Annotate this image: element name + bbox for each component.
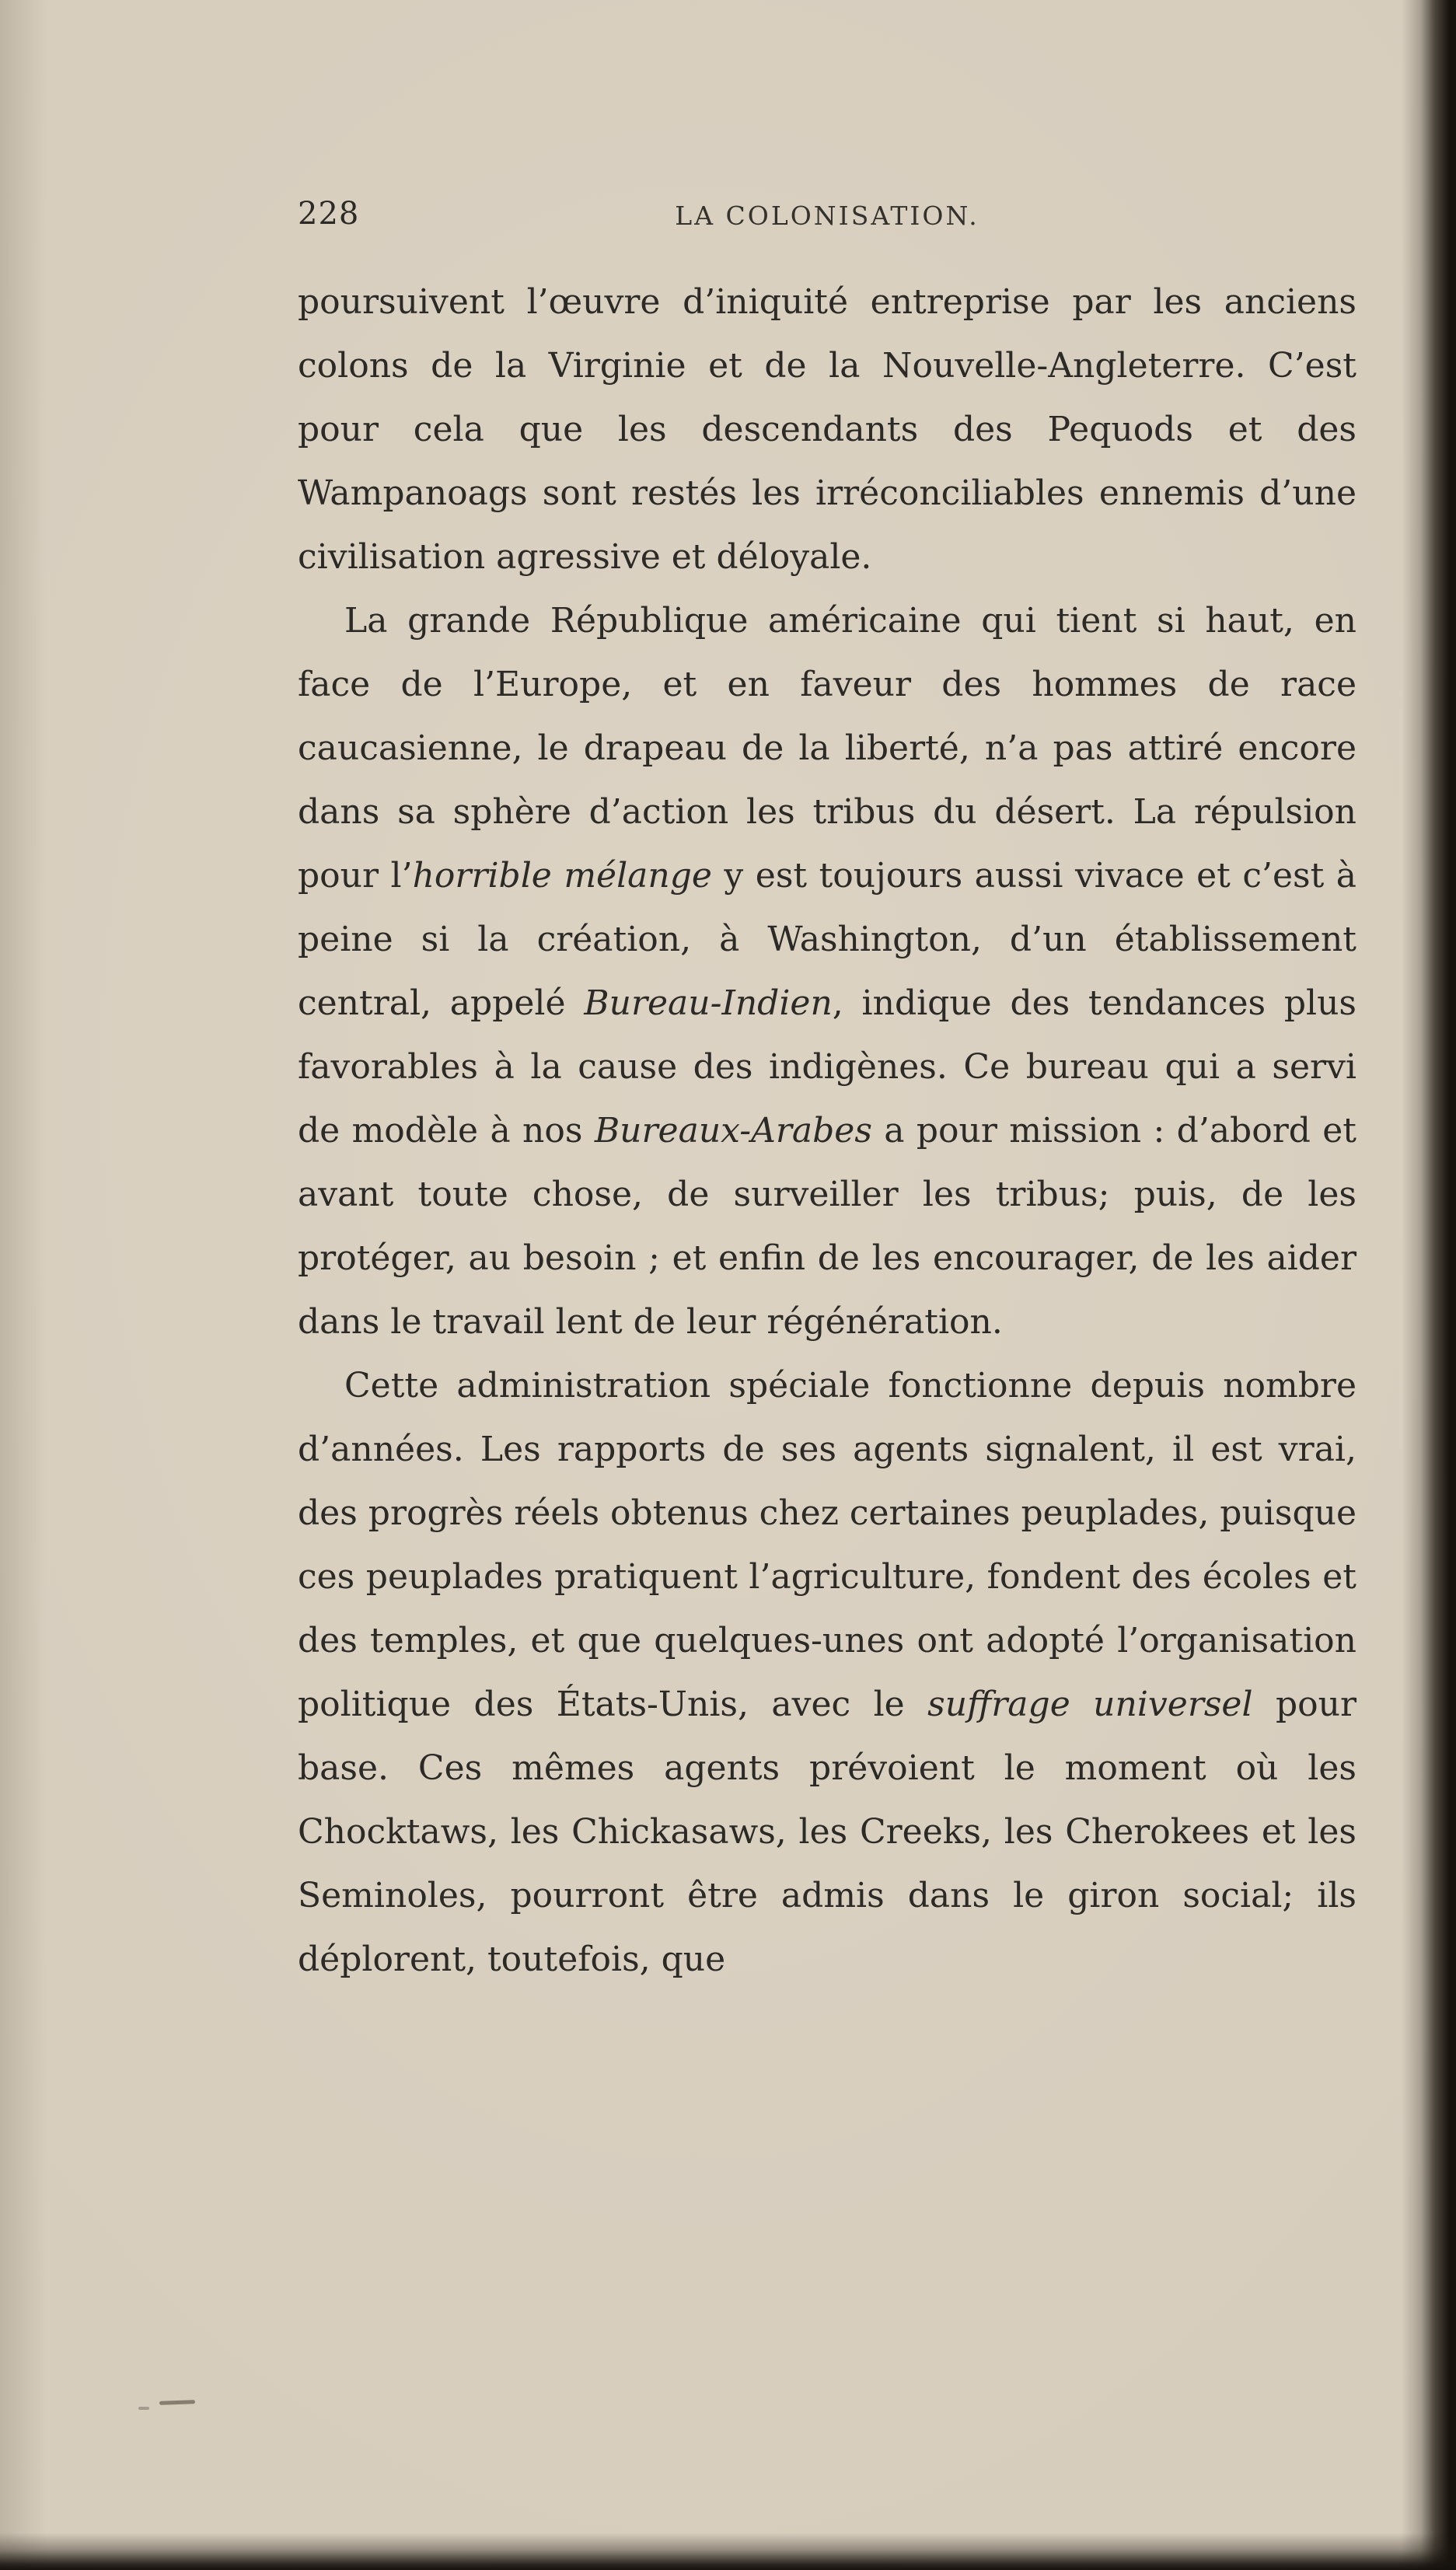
- italic-text-run: Bureaux-Arabes: [594, 1111, 872, 1151]
- pencil-mark-small: [138, 2407, 149, 2410]
- page-edge-left-shadow: [0, 0, 47, 2570]
- italic-text-run: suffrage universel: [927, 1685, 1253, 1724]
- page-edge-bottom-shadow: [0, 2533, 1456, 2570]
- pencil-mark: [159, 2400, 195, 2405]
- text-run: Cette administration spéciale fonctionne depuis nombre d’années. Les rapports de ses agents signalent, il est vrai, des progrès réels obtenus chez certaines peuplades, puisque ces peuplades pratiquent l’agriculture, fondent des écoles et des temples, et que quelques-unes ont adopté l’organisation politique des États-Unis, avec le: [298, 1366, 1356, 1724]
- running-header: [298, 196, 1356, 243]
- running-title: LA COLONISATION.: [675, 201, 979, 231]
- text-run: pour base. Ces mêmes agents prévoient le moment où les Chocktaws, les Chickasaws, les Creeks, les Cherokees et les Seminoles, pourront être admis dans le giron social; ils déplorent, toutefois, que: [298, 1685, 1357, 1979]
- italic-text-run: Bureau-Indien: [584, 983, 833, 1023]
- text-run: poursuivent l’œuvre d’iniquité entreprise par les anciens colons de la Virginie et de la Nouvelle-Angleterre. C’est pour cela que les descendants des Pequods et des Wampanoags sont restés les irréconciliables ennemis d’une civilisation agressive et déloyale.: [298, 282, 1356, 577]
- paragraph: [298, 1354, 1356, 1992]
- paragraph: [298, 271, 1356, 589]
- text-run: , indique des tendances plus favorables à la cause des indigènes. Ce bureau qui a servi de modèle à nos: [298, 983, 1356, 1151]
- text-run: y est toujours aussi vivace et c’est à peine si la création, à Washington, d’un établissement central, appelé: [298, 856, 1357, 1023]
- body-text: [298, 271, 1356, 1992]
- text-run: La grande République américaine qui tient si haut, en face de l’Europe, et en faveur des hommes de race caucasienne, le drapeau de la liberté, n’a pas attiré encore dans sa sphère d’action les tribus du désert. La répulsion pour l’: [298, 601, 1356, 896]
- paragraph: [298, 589, 1356, 1354]
- italic-text-run: horrible mélange: [412, 856, 712, 896]
- page-edge-right-shadow: [1402, 0, 1456, 2570]
- text-run: a pour mission : d’abord et avant toute chose, de surveiller les tribus; puis, de les protéger, au besoin ; et enfin de les encourager, de les aider dans le travail lent de leur régénération.: [298, 1111, 1356, 1342]
- page-number: 228: [298, 196, 360, 232]
